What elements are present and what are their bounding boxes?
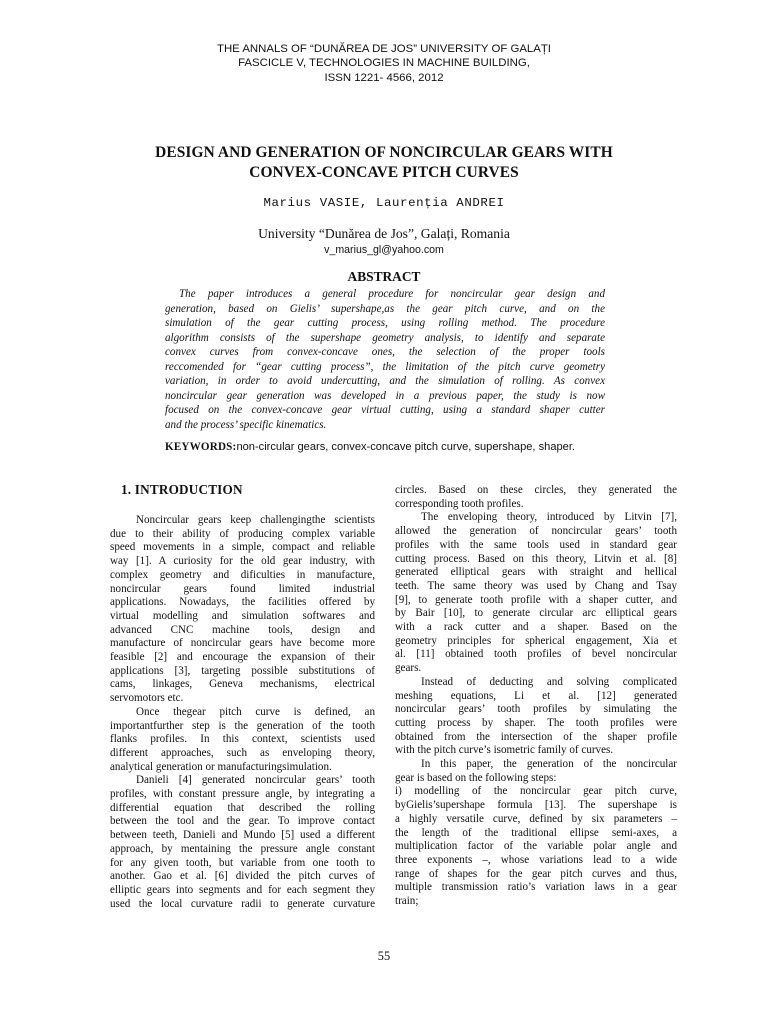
text-line: i) modelling of the noncircular gear pitch curve, <box>395 785 677 798</box>
text-line: multiplication factor of the variable polar angle and <box>395 840 677 853</box>
text-line: speed movements in a simple, compact and reliable <box>110 541 375 554</box>
text-line: applications. Nowadays, the facilities offered by <box>110 596 375 609</box>
text-line: cutting process. Based on this theory, Litvin et al. [8] <box>395 552 677 565</box>
text-line: different approaches, such as enveloping theory, <box>110 746 375 759</box>
text-line: flanks profiles. In this context, scientists used <box>110 733 375 746</box>
text-line: Once thegear pitch curve is defined, an <box>136 705 375 718</box>
abstract-line: noncircular gear generation was developed in a previous paper, the study is now <box>165 389 605 402</box>
text-line: applications [3], targeting possible substitutions of <box>110 664 375 677</box>
text-line: profiles, with constant pressure angle, by integrating a <box>110 788 375 801</box>
text-line: geometry principles for spherical engagement, Xia et <box>395 634 677 647</box>
abstract-line: The paper introduces a general procedure for noncircular gear design and <box>179 288 605 300</box>
section-heading-introduction: 1. INTRODUCTION <box>121 482 243 497</box>
text-line: train; <box>395 895 419 908</box>
text-line: byGielis’supershape formula [13]. The supershape is <box>395 799 677 812</box>
text-line: In this paper, the generation of the noncircular <box>421 758 677 771</box>
text-line: meshing equations, Li et al. [12] generated <box>395 689 677 702</box>
abstract-line: focused on the convex-concave gear virtual cutting, using a standard shaper cutter <box>165 404 605 416</box>
text-line: gear is based on the following steps: <box>395 771 557 784</box>
affiliation: University “Dunărea de Jos”, Galați, Romania <box>258 226 510 241</box>
author-email: v_marius_gl@yahoo.com <box>324 244 444 256</box>
text-line: by Bair [10], to generate circular arc elliptical gears <box>395 607 677 620</box>
keywords <box>165 441 610 453</box>
text-line: another. Gao et al. [6] divided the pitch curves of <box>110 870 375 883</box>
keywords-text: non-circular gears, convex-concave pitch curve, supershape, shaper. <box>236 441 575 453</box>
abstract-line: variation, in order to avoid undercutting, and the simulation of rolling. As convex <box>165 375 605 387</box>
text-line: approach, by mentaining the pressure angle constant <box>110 842 375 855</box>
abstract-line: generation, based on Gielis’ supershape,as the gear pitch curve, and on the <box>165 302 605 315</box>
abstract-line: and the process’ specific kinematics. <box>165 418 327 431</box>
text-line: with a rack cutter and a shaper. Based on the <box>395 621 677 634</box>
abstract-line: simulation of the gear cutting process, using rolling method. The procedure <box>165 317 605 329</box>
paper-title-line: CONVEX-CONCAVE PITCH CURVES <box>249 163 519 181</box>
page-number: 55 <box>377 949 391 963</box>
authors: Marius VASIE, Laurenția ANDREI <box>263 196 505 210</box>
text-line: virtual modelling and simulation softwares and <box>110 609 375 622</box>
journal-header-line: THE ANNALS OF “DUNĂREA DE JOS” UNIVERSITY OF GALAȚI <box>217 43 551 55</box>
abstract-heading: ABSTRACT <box>347 269 421 284</box>
text-column-left <box>110 514 375 911</box>
text-line: generated elliptical gears with straight and hellical <box>395 566 677 579</box>
text-line: noncircular gears found limited industrial <box>110 582 375 595</box>
text-line: differential equation that described the rolling <box>110 801 375 814</box>
text-line: gears. <box>395 662 422 675</box>
text-line: a highly versatile curve, defined by six parameters – <box>395 812 677 825</box>
text-line: noncircular gears’ tooth profiles by simulating the <box>395 703 677 716</box>
text-line: for any given tooth, but variable from one tooth to <box>110 856 375 869</box>
text-line: Noncircular gears keep challengingthe scientists <box>136 514 375 526</box>
text-line: profiles with the same tools used in standard gear <box>395 538 677 551</box>
text-line: [9], to generate tooth profile with a shaper cutter, and <box>395 593 677 606</box>
text-line: range of shapes for the gear pitch curves and thus, <box>395 867 677 880</box>
text-line: analytical generation or manufacturingsimulation. <box>110 760 332 773</box>
text-line: between the tool and the gear. To improve contact <box>110 815 375 828</box>
text-line: manufacture of noncircular gears have become more <box>110 637 375 650</box>
abstract-body <box>165 287 605 432</box>
text-line: servomotors etc. <box>110 692 184 705</box>
text-line: Instead of deducting and solving complicated <box>421 675 677 688</box>
text-line: elliptic gears into segments and for each segment they <box>110 883 375 896</box>
text-line: with the pitch curve’s isometric family of curves. <box>395 744 614 757</box>
text-line: The enveloping theory, introduced by Litvin [7], <box>421 511 677 524</box>
text-line: the length of the traditional ellipse semi-axes, a <box>395 826 677 839</box>
paper-title <box>60 143 708 182</box>
text-line: used the local curvature radii to generate curvature <box>110 897 375 910</box>
text-line: cams, linkages, Geneva mechanisms, electrical <box>110 678 375 691</box>
text-line: way [1]. A curiosity for the old gear industry, with <box>110 555 375 568</box>
text-column-right <box>395 484 677 909</box>
text-line: three exponents –, whose variations lead to a wide <box>395 853 677 866</box>
text-line: due to their ability of producing complex variable <box>110 527 375 540</box>
text-line: feasible [2] and encourage the expansion of their <box>110 651 375 664</box>
text-line: circles. Based on these circles, they generated the <box>395 484 677 496</box>
text-line: al. [11] obtained tooth profiles of bevel noncircular <box>395 648 677 661</box>
journal-header-line: FASCICLE V, TECHNOLOGIES IN MACHINE BUILDING, <box>238 57 530 70</box>
text-line: teeth. The same theory was used by Chang and Tsay <box>395 579 677 592</box>
text-line: corresponding tooth profiles. <box>395 497 524 510</box>
text-line: Danieli [4] generated noncircular gears’ tooth <box>136 774 375 787</box>
text-line: obtained from the intersection of the shaper profile <box>395 730 677 743</box>
abstract-line: algorithm consists of the supershape geometry analysis, to identify and separate <box>165 331 605 344</box>
text-line: allowed the generation of noncircular gears’ tooth <box>395 525 677 538</box>
text-line: cutting process by shaper. The tooth profiles were <box>395 716 677 729</box>
abstract-line: convex curves from convex-concave ones, the selection of the proper tools <box>165 346 605 358</box>
text-line: complex geometry and dificulties in manufacture, <box>110 568 375 581</box>
text-line: importantfurther step is the generation of the tooth <box>110 719 375 732</box>
abstract-line: reccomended for “gear cutting process”, the limitation of the pitch curve geometry <box>165 360 605 373</box>
text-line: advanced CNC machine tools, design and <box>110 623 375 636</box>
journal-issn: ISSN 1221- 4566, 2012 <box>324 71 444 84</box>
text-line: multiple transmission ratio’s variation laws in a gear <box>395 881 677 894</box>
text-line: between teeth, Danieli and Mundo [5] used a different <box>110 829 375 842</box>
journal-header <box>0 42 768 85</box>
keywords-label: KEYWORDS: <box>165 441 237 453</box>
paper-title-line: DESIGN AND GENERATION OF NONCIRCULAR GEARS WITH <box>155 144 613 161</box>
